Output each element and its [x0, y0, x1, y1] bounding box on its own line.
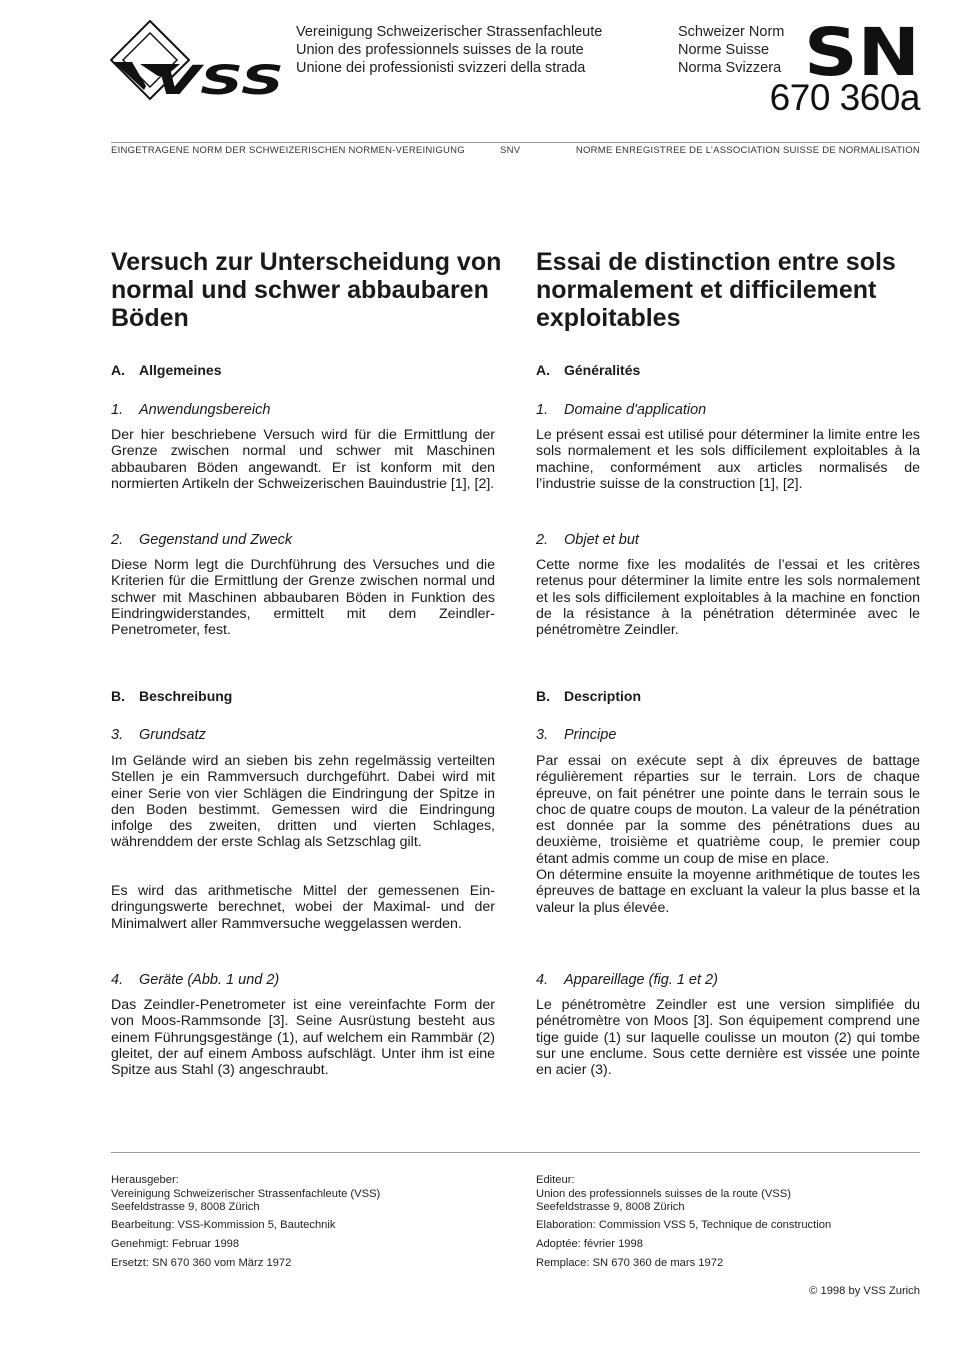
norm-label-de: Schweizer Norm [678, 24, 785, 40]
title-fr: Essai de distinction entre sols normalement et difficilement exploitables [536, 248, 896, 332]
subsection-2-heading [536, 532, 639, 548]
copyright: © 1998 by VSS Zurich [809, 1285, 920, 1297]
replaces: Remplace: SN 670 360 de mars 1972 [536, 1257, 724, 1269]
subsection-1-heading [111, 402, 270, 418]
publisher-name: Vereinigung Schweizerischer Strassenfachleute (VSS) [111, 1187, 381, 1200]
subsection-label: Anwendungsbereich [139, 402, 271, 418]
header-divider [111, 142, 920, 143]
subsection-3-heading [111, 727, 206, 743]
paragraph-1: Der hier beschriebene Versuch wird für die Ermittlung der Grenze zwischen normal und schwer mit Maschinen abbaubaren Böden angewandt. Er ist konform mit den normierten Artikeln der Schweizerischen Bauindustrie [1], [2]. [111, 427, 495, 492]
subsection-label: Domaine d'application [564, 402, 707, 418]
sn-mark [804, 24, 922, 78]
subsection-4-heading [536, 972, 718, 988]
norm-label-fr: Norme Suisse [678, 42, 770, 58]
edited-by: Bearbeitung: VSS-Kommission 5, Bautechnik [111, 1219, 336, 1231]
publisher-address: Seefeldstrasse 9, 8008 Zürich [111, 1201, 260, 1213]
subsection-number: 1. [111, 402, 124, 418]
registration-de: EINGETRAGENE NORM DER SCHWEIZERISCHEN NORMEN-VEREINIGUNG [111, 145, 465, 156]
paragraph-3a: Im Gelände wird an sieben bis zehn regelmässig verteilten Stellen je ein Rammversuch durchgeführt. Dabei wird mit einer Serie von vier Schlägen die Eindringung der Spitze in den Boden bestimmt. Gemessen wird die Eindringung infolge des zweiten, dritten und vierten Schlages, währenddem der erste Schlag als Setzschlag gilt. [111, 753, 495, 851]
subsection-2-heading [111, 532, 292, 548]
document-number: 670 360a [769, 77, 920, 118]
org-name-de: Vereinigung Schweizerischer Strassenfachleute [296, 24, 603, 40]
subsection-label: Objet et but [564, 532, 639, 548]
approved-date: Genehmigt: Februar 1998 [111, 1238, 240, 1250]
section-a-heading [111, 362, 221, 378]
organization-names [296, 23, 602, 77]
norm-label-it: Norma Svizzera [678, 60, 782, 76]
section-label: Beschreibung [139, 688, 233, 704]
subsection-label: Geräte (Abb. 1 und 2) [139, 972, 280, 988]
subsection-number: 4. [536, 972, 549, 988]
section-b-heading [111, 688, 232, 704]
subsection-label: Appareillage (fig. 1 et 2) [564, 972, 718, 988]
subsection-number: 3. [536, 727, 549, 743]
subsection-number: 2. [111, 532, 124, 548]
registration-fr: NORME ENREGISTREE DE L’ASSOCIATION SUISSE DE NORMALISATION [575, 145, 920, 156]
subsection-number: 4. [111, 972, 124, 988]
sn-mark-text: SN [804, 24, 920, 78]
section-label: Généralités [564, 362, 641, 378]
subsection-number: 3. [111, 727, 124, 743]
subsection-label: Gegenstand und Zweck [139, 532, 293, 548]
paragraph-4: Le pénétromètre Zeindler est une version simplifiée du pénétromètre von Moos [3]. Son équipement comprend une tige guide (1) sur laquelle coulisse un mouton (2) qui tombe sur une enclume. Sous cette dernière est vissée une pointe en acier (3). [536, 997, 920, 1079]
org-name-it: Unione dei professionisti svizzeri della strada [296, 60, 586, 76]
title-de: Versuch zur Unterscheidung von normal und schwer abbaubaren Böden [111, 248, 502, 332]
paragraph-3a: Par essai on exécute sept à dix épreuves de battage régulièrement réparties sur le terrain. Lors de chaque épreuve, on fait pénétrer une pointe dans le terrain sous le choc de quatre coups de mouton. La valeur de la pénétration est donnée par la somme des pénétrations dues au deuxième, troisième et quatrième coup, le premier coup étant admis comme un coup de mise en place. [536, 753, 920, 867]
publisher-label: Herausgeber: [111, 1174, 179, 1186]
publisher-label: Editeur: [536, 1174, 575, 1186]
registration-code: SNV [500, 145, 521, 156]
logo-lettering: VSS [154, 58, 284, 102]
section-a-heading [536, 362, 640, 378]
section-b-heading [536, 688, 641, 704]
subsection-number: 2. [536, 532, 549, 548]
section-number: B. [536, 688, 550, 704]
edited-by: Elaboration: Commission VSS 5, Technique de construction [536, 1219, 832, 1231]
subsection-1-heading [536, 402, 706, 418]
paragraph-4: Das Zeindler-Penetrometer ist eine vereinfachte Form der von Moos-Rammsonde [3]. Seine Ausrüstung besteht aus einem Führungsgestänge (1), auf welchem ein Rammbär (2) gleitet, der auf einem Amboss aufschlägt. Unter ihm ist eine Spitze aus Stahl (3) angeschraubt. [111, 997, 495, 1079]
subsection-number: 1. [536, 402, 549, 418]
vss-logo [110, 20, 290, 102]
subsection-4-heading [111, 972, 279, 988]
paragraph-2: Diese Norm legt die Durchführung des Versuches und die Kriterien für die Ermittlung der Grenze zwischen normal und schwer mit Maschinen abbaubaren Böden in Funktion des Eindringwiderstandes, ermittelt mit dem Zeindler-Penetrometer, fest. [111, 557, 495, 639]
footer-divider [111, 1152, 920, 1153]
norm-labels [678, 23, 784, 77]
paragraph-2: Cette norme fixe les modalités de l’essai et les critères retenus pour déterminer la limite entre les sols normalement et les sols difficilement exploitables à la machine en fonction de la résistance à la pénétration déterminée avec le pénétromètre Zeindler. [536, 557, 920, 639]
section-number: A. [536, 362, 550, 378]
paragraph-3b: Es wird das arithmetische Mittel der gemessenen Eindringungswerte berechnet, wobei der Maximal- und der Minimalwert aller Rammversuche weggelassen werden. [111, 883, 495, 932]
section-label: Allgemeines [139, 362, 222, 378]
org-name-fr: Union des professionnels suisses de la route [296, 42, 584, 58]
paragraph-1: Le présent essai est utilisé pour déterminer la limite entre les sols normalement et les sols difficilement exploitables à la machine, conformément aux articles normalisés de l’industrie suisse de la construction [1], [2]. [536, 427, 920, 492]
subsection-label: Grundsatz [139, 727, 206, 743]
section-number: B. [111, 688, 125, 704]
section-number: A. [111, 362, 125, 378]
approved-date: Adoptée: février 1998 [536, 1238, 643, 1250]
subsection-3-heading [536, 727, 616, 743]
publisher-address: Seefeldstrasse 9, 8008 Zürich [536, 1201, 685, 1213]
paragraph-3b: On détermine ensuite la moyenne arithmétique de toutes les épreuves de battage en excluant la valeur la plus basse et la valeur la plus élevée. [536, 867, 920, 916]
subsection-label: Principe [564, 727, 617, 743]
section-label: Description [564, 688, 642, 704]
replaces: Ersetzt: SN 670 360 vom März 1972 [111, 1257, 292, 1269]
publisher-name: Union des professionnels suisses de la route (VSS) [536, 1187, 791, 1200]
